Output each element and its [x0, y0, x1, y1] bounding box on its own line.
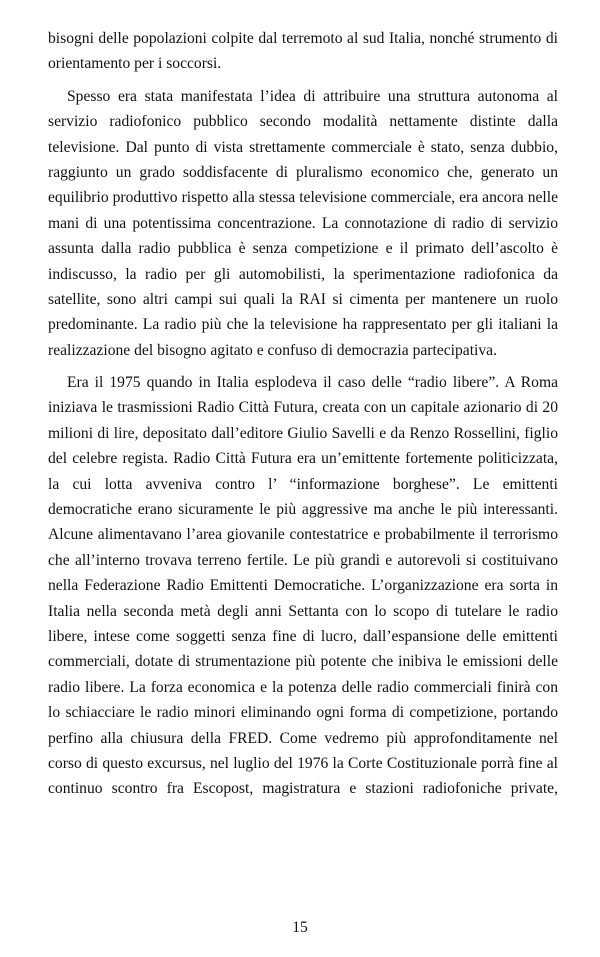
text-line: Italia nella seconda metà degli anni Settanta con lo scopo di tutelare le radio — [48, 602, 558, 620]
text-line: raggiunto un grado soddisfacente di pluralismo economico che, generato un — [48, 163, 558, 181]
text-line: satellite, sono altri campi sui quali la RAI si cimenta per mantenere un ruolo — [48, 290, 558, 308]
text-line: radio libere. La forza economica e la potenza delle radio commerciali finirà con — [48, 678, 558, 696]
text-line: nella Federazione Radio Emittenti Democratiche. L’organizzazione era sorta in — [48, 577, 558, 595]
text-line: commerciali, dotate di strumentazione più potente che inibiva le emissioni delle — [48, 653, 558, 671]
text-line: orientamento per i soccorsi. — [48, 55, 222, 73]
text-line: corso di questo excursus, nel luglio del 1976 la Corte Costituzionale porrà fine al — [48, 754, 558, 772]
text-line: assunta dalla radio pubblica è senza competizione e il primato dell’ascolto è — [48, 240, 558, 258]
paragraph-2 — [48, 84, 558, 363]
text-line: bisogni delle popolazioni colpite dal terremoto al sud Italia, nonché strumento di — [48, 30, 558, 47]
paragraph-3 — [48, 370, 558, 802]
text-line: televisione. Dal punto di vista strettamente commerciale è stato, senza dubbio, — [48, 138, 558, 156]
text-line: equilibrio produttivo rispetto alla stessa televisione commerciale, era ancora nelle — [48, 189, 558, 207]
text-line: iniziava le trasmissioni Radio Città Futura, creata con un capitale azionario di 20 — [48, 399, 558, 417]
text-line: realizzazione del bisogno agitato e confuso di democrazia partecipativa. — [48, 341, 497, 359]
text-line: del celebre regista. Radio Città Futura era un’emittente fortemente politicizzata, — [48, 450, 558, 468]
text-line: Spesso era stata manifestata l’idea di attribuire una struttura autonoma al — [67, 87, 558, 105]
text-line: continuo scontro fra Escopost, magistratura e stazioni radiofoniche private, — [48, 780, 558, 798]
body-text — [48, 0, 558, 809]
text-line: milioni di lire, depositato dall’editore Giulio Savelli e da Renzo Rossellini, figlio — [48, 424, 558, 442]
text-line: democratiche erano sicuramente le più aggressive ma anche le più interessanti. — [48, 501, 558, 519]
text-line: mani di una potentissima concentrazione. La connotazione di radio di servizio — [48, 214, 558, 232]
text-line: servizio radiofonico pubblico secondo modalità nettamente distinte dalla — [48, 113, 558, 131]
text-line: perfino alla chiusura della FRED. Come vedremo più approfonditamente nel — [48, 729, 558, 747]
text-line: la cui lotta avveniva contro l’ “informazione borghese”. Le emittenti — [48, 475, 558, 493]
text-line: lo schiacciare le radio minori eliminando ogni forma di competizione, portando — [48, 704, 558, 722]
text-line: che all’interno trovava terreno fertile. Le più grandi e autorevoli si costituivano — [48, 551, 558, 569]
text-line: libere, intese come soggetti senza fine di lucro, dall’espansione delle emittenti — [48, 627, 558, 645]
text-line: predominante. La radio più che la televisione ha rappresentato per gli italiani la — [48, 316, 558, 334]
text-line: indiscusso, la radio per gli automobilisti, la sperimentazione radiofonica da — [48, 265, 558, 283]
page-number: 15 — [292, 919, 308, 936]
text-line: Alcune alimentavano l’area giovanile contestatrice e probabilmente il terrorismo — [48, 526, 558, 544]
text-line: Era il 1975 quando in Italia esplodeva il caso delle “radio libere”. A Roma — [67, 374, 558, 392]
paragraph-1 — [48, 26, 558, 77]
